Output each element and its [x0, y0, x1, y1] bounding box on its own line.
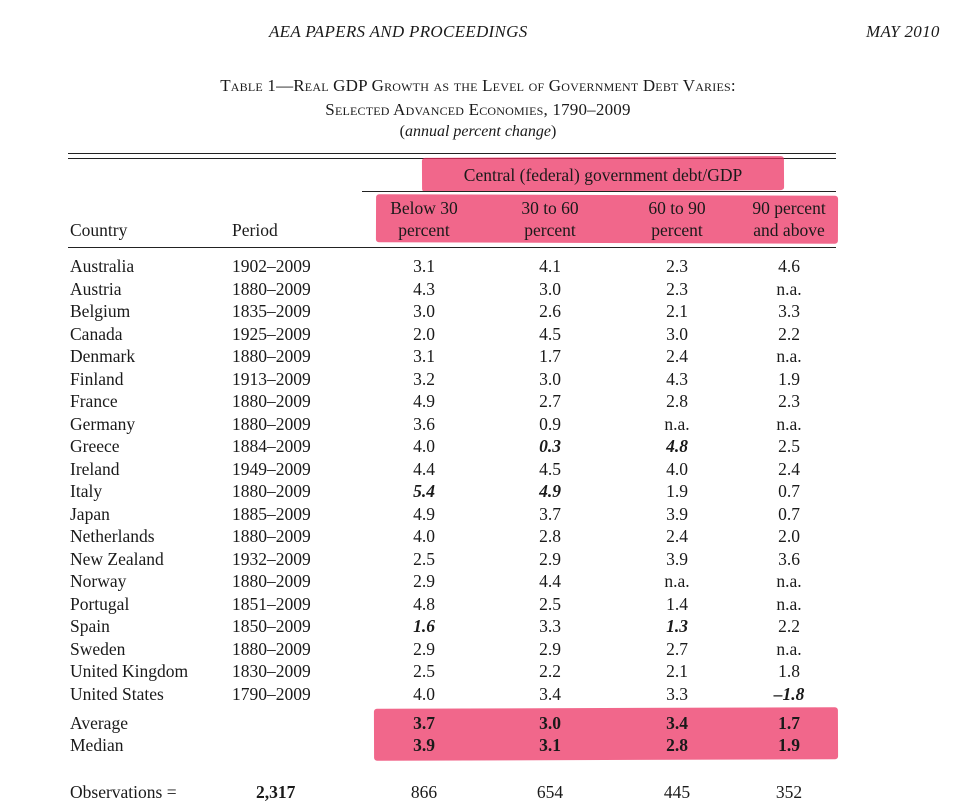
value-cell: n.a.	[776, 278, 802, 299]
average-value: 1.7	[778, 713, 800, 733]
country-cell: Canada	[70, 323, 123, 344]
value-cell: 4.3	[666, 368, 688, 389]
table-title-line3: (annual percent change)	[399, 123, 557, 140]
col-header-country: Country	[70, 220, 128, 240]
value-cell: 4.3	[413, 278, 435, 299]
median-value: 3.9	[413, 735, 435, 755]
value-cell: 2.2	[539, 661, 561, 681]
value-cell: n.a.	[776, 413, 802, 434]
debt-col-header-3-line2: percent	[651, 220, 703, 240]
debt-col-header-1-line2: percent	[398, 220, 450, 240]
debt-col-header-2-line2: percent	[524, 220, 576, 240]
value-cell: 0.3	[539, 436, 561, 456]
value-cell: 3.6	[413, 413, 435, 434]
observations-value: 445	[663, 782, 691, 802]
value-cell: 2.5	[413, 661, 435, 681]
value-cell: 2.5	[413, 548, 435, 569]
observations-label: Observations =	[70, 782, 177, 802]
period-cell: 1932–2009	[232, 548, 311, 569]
country-cell: Belgium	[70, 301, 131, 321]
average-value: 3.4	[666, 713, 688, 733]
value-cell: 2.8	[666, 391, 688, 411]
observations-value: 352	[775, 782, 803, 802]
period-cell: 1880–2009	[232, 391, 311, 411]
value-cell: 2.9	[413, 638, 435, 659]
country-cell: Australia	[70, 256, 135, 276]
value-cell: 4.1	[539, 256, 561, 276]
value-cell: 4.9	[413, 391, 435, 411]
value-cell: 4.6	[778, 256, 800, 276]
value-cell: 3.9	[666, 503, 688, 524]
value-cell: 1.7	[539, 346, 561, 366]
group-header: Central (federal) government debt/GDP	[463, 165, 743, 185]
value-cell: 3.4	[539, 683, 561, 704]
period-cell: 1884–2009	[232, 436, 311, 456]
value-cell: n.a.	[776, 593, 802, 614]
value-cell: 2.2	[778, 323, 800, 344]
value-cell: n.a.	[664, 571, 690, 591]
value-cell: 1.9	[666, 481, 688, 501]
value-cell: 2.0	[413, 323, 435, 344]
value-cell: 4.9	[413, 503, 435, 524]
value-cell: 0.7	[778, 481, 800, 501]
value-cell: 2.5	[539, 593, 561, 614]
country-cell: Sweden	[70, 638, 126, 659]
value-cell: 0.9	[539, 413, 561, 434]
period-cell: 1925–2009	[232, 323, 311, 344]
value-cell: n.a.	[776, 571, 802, 591]
value-cell: 3.9	[666, 548, 688, 569]
period-cell: 1880–2009	[232, 481, 311, 501]
value-cell: n.a.	[664, 413, 690, 434]
value-cell: 2.5	[778, 436, 800, 456]
value-cell: 3.3	[539, 616, 561, 636]
value-cell: 4.0	[413, 436, 435, 456]
value-cell: 2.7	[539, 391, 561, 411]
value-cell: 4.8	[413, 593, 435, 614]
col-header-period: Period	[232, 220, 278, 240]
country-cell: Japan	[70, 503, 110, 524]
value-cell: 3.1	[413, 256, 435, 276]
value-cell: 3.0	[539, 368, 561, 389]
debt-col-header-2-line1: 30 to 60	[521, 198, 579, 218]
value-cell: 2.4	[666, 346, 688, 366]
country-cell: United States	[70, 683, 164, 704]
group-header-rule	[362, 191, 836, 192]
value-cell: 4.0	[413, 683, 435, 704]
debt-col-header-4-line2: and above	[753, 220, 825, 240]
running-head-right: MAY 2010	[866, 22, 940, 41]
value-cell: 4.5	[539, 458, 561, 479]
value-cell: 2.1	[666, 661, 688, 681]
value-cell: 4.8	[666, 436, 688, 456]
period-cell: 1880–2009	[232, 346, 311, 366]
period-cell: 1830–2009	[232, 661, 311, 681]
period-cell: 1835–2009	[232, 301, 311, 321]
value-cell: 4.9	[539, 481, 561, 501]
average-value: 3.0	[539, 713, 561, 733]
value-cell: 3.3	[666, 683, 688, 704]
table-title-line1: Table 1—Real GDP Growth as the Level of Government Debt Varies:	[220, 76, 736, 95]
value-cell: 0.7	[778, 503, 800, 524]
header-rule	[68, 247, 836, 248]
period-cell: 1790–2009	[232, 683, 311, 704]
country-cell: Germany	[70, 413, 136, 434]
value-cell: 2.3	[666, 278, 688, 299]
value-cell: 2.9	[539, 638, 561, 659]
country-cell: Norway	[70, 571, 127, 591]
debt-col-header-4-line1: 90 percent	[752, 198, 826, 218]
observations-value: 654	[536, 782, 564, 802]
value-cell: 4.5	[539, 323, 561, 344]
average-label: Average	[70, 713, 128, 733]
value-cell: 3.0	[413, 301, 435, 321]
country-cell: Finland	[70, 368, 124, 389]
period-cell: 1913–2009	[232, 368, 311, 389]
value-cell: 1.8	[778, 661, 800, 681]
value-cell: 2.4	[778, 458, 800, 479]
value-cell: 2.9	[413, 571, 435, 591]
country-cell: New Zealand	[70, 548, 164, 569]
value-cell: 2.1	[666, 301, 688, 321]
value-cell: 1.4	[666, 593, 688, 614]
period-cell: 1851–2009	[232, 593, 311, 614]
country-cell: Portugal	[70, 593, 130, 614]
period-cell: 1880–2009	[232, 413, 311, 434]
value-cell: 2.6	[539, 301, 561, 321]
value-cell: 1.9	[778, 368, 800, 389]
value-cell: 3.2	[413, 368, 435, 389]
country-cell: Denmark	[70, 346, 136, 366]
value-cell: 2.2	[778, 616, 800, 636]
value-cell: 4.4	[413, 458, 435, 479]
period-cell: 1902–2009	[232, 256, 311, 276]
value-cell: –1.8	[773, 683, 805, 704]
running-head-left: AEA PAPERS AND PROCEEDINGS	[269, 22, 528, 41]
value-cell: 2.9	[539, 548, 561, 569]
country-cell: United Kingdom	[70, 661, 189, 681]
average-value: 3.7	[413, 713, 435, 733]
country-cell: Greece	[70, 436, 120, 456]
period-cell: 1880–2009	[232, 638, 311, 659]
country-cell: Austria	[70, 278, 122, 299]
value-cell: 2.8	[539, 526, 561, 546]
median-label: Median	[70, 735, 124, 755]
table-title-line2: Selected Advanced Economies, 1790–2009	[325, 100, 631, 119]
value-cell: 4.0	[666, 458, 688, 479]
value-cell: 3.7	[539, 503, 561, 524]
observations-total: 2,317	[256, 782, 296, 802]
debt-col-header-1-line1: Below 30	[390, 198, 458, 218]
period-cell: 1880–2009	[232, 526, 311, 546]
value-cell: 2.3	[778, 391, 800, 411]
country-cell: Ireland	[70, 458, 120, 479]
value-cell: 1.6	[413, 616, 435, 636]
country-cell: Spain	[70, 616, 110, 636]
value-cell: 2.7	[666, 638, 688, 659]
period-cell: 1885–2009	[232, 503, 311, 524]
debt-col-header-3-line1: 60 to 90	[648, 198, 706, 218]
median-value: 2.8	[666, 735, 688, 755]
period-cell: 1949–2009	[232, 458, 311, 479]
value-cell: 2.3	[666, 256, 688, 276]
period-cell: 1880–2009	[232, 571, 311, 591]
period-cell: 1850–2009	[232, 616, 311, 636]
value-cell: 2.0	[778, 526, 800, 546]
median-value: 1.9	[778, 735, 800, 755]
value-cell: 3.1	[413, 346, 435, 366]
value-cell: 3.0	[539, 278, 561, 299]
value-cell: 3.0	[666, 323, 688, 344]
country-cell: Netherlands	[70, 526, 155, 546]
country-cell: France	[70, 391, 118, 411]
value-cell: 4.0	[413, 526, 435, 546]
country-cell: Italy	[70, 481, 103, 501]
value-cell: 4.4	[539, 571, 561, 591]
value-cell: n.a.	[776, 638, 802, 659]
value-cell: 3.6	[778, 548, 800, 569]
top-rule	[68, 153, 836, 154]
observations-value: 866	[410, 782, 438, 802]
median-value: 3.1	[539, 735, 561, 755]
value-cell: 2.4	[666, 526, 688, 546]
value-cell: 3.3	[778, 301, 800, 321]
value-cell: 5.4	[413, 481, 435, 501]
value-cell: 1.3	[666, 616, 688, 636]
period-cell: 1880–2009	[232, 278, 311, 299]
value-cell: n.a.	[776, 346, 802, 366]
